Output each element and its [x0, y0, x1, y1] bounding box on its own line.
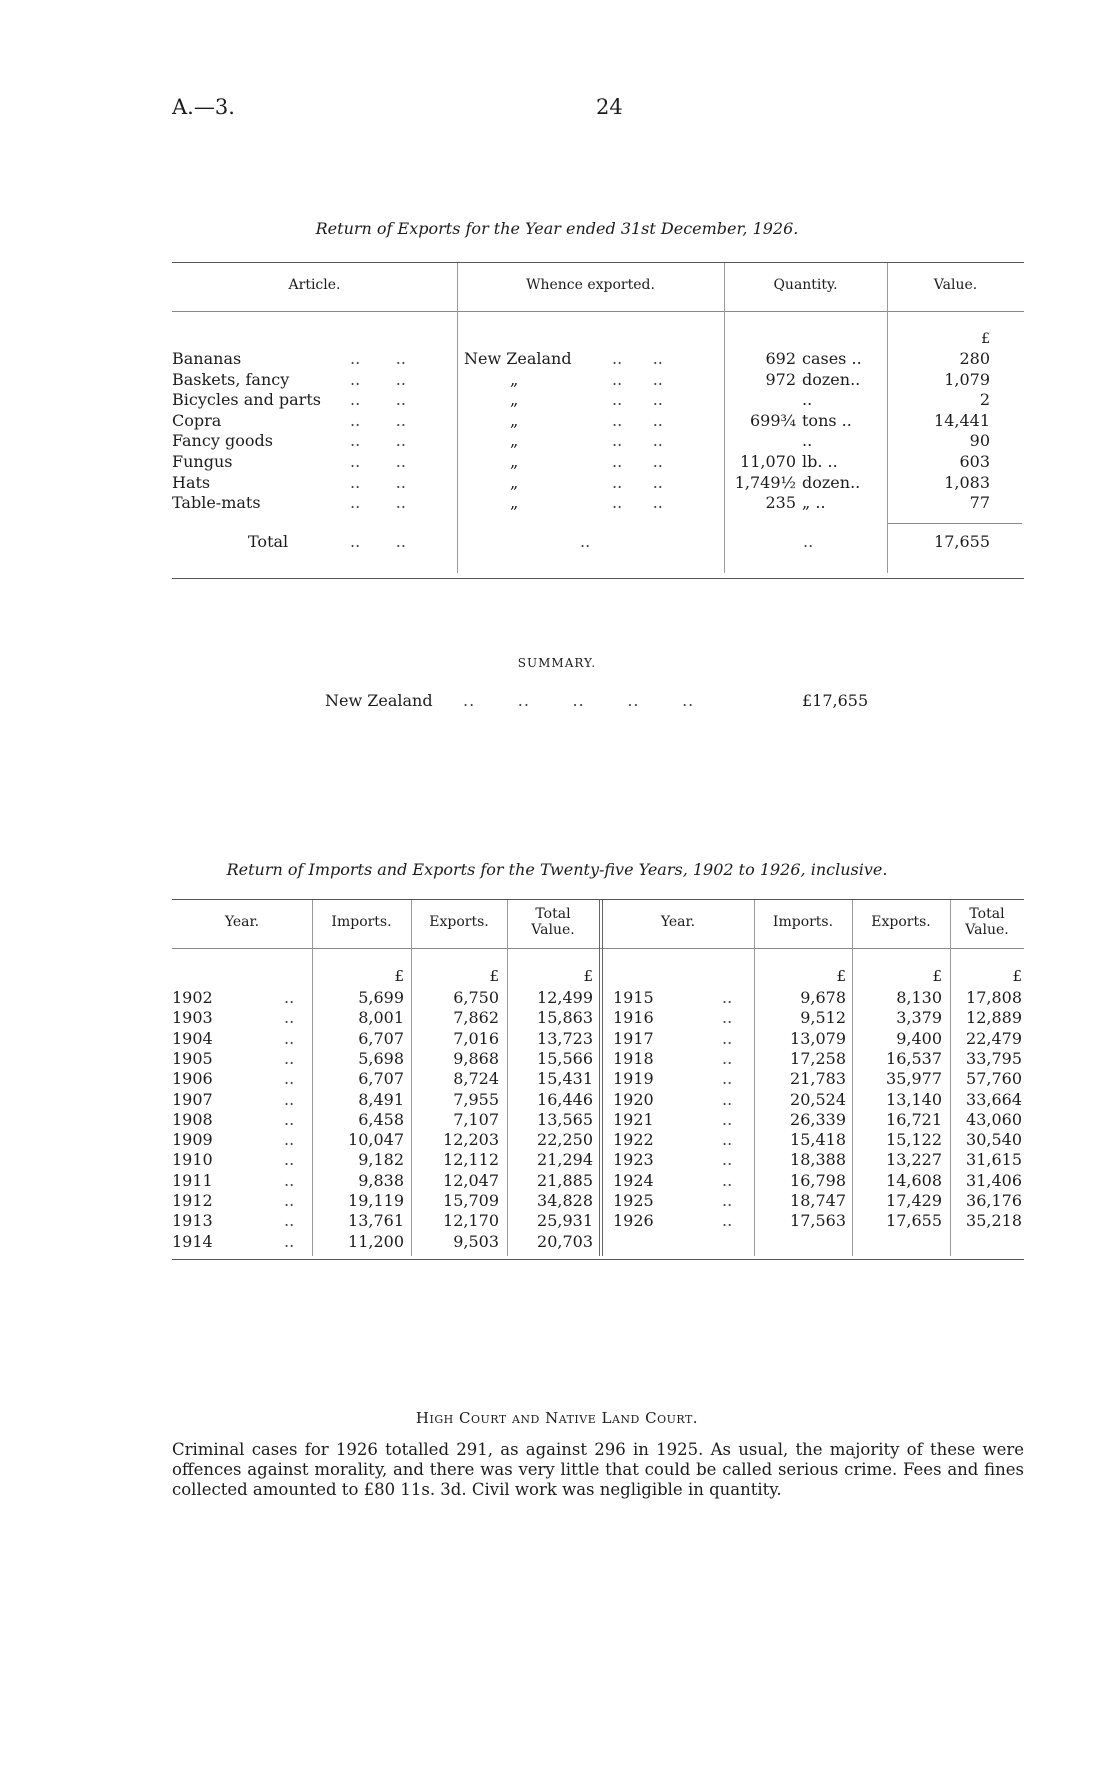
total-cell: 12,499 — [537, 988, 593, 1007]
year-cell: 1906 — [172, 1069, 213, 1088]
leader-dots: .. — [722, 988, 733, 1007]
leader-dots: .. .. — [350, 349, 406, 368]
total-cell: 15,863 — [537, 1008, 593, 1027]
year-cell: 1904 — [172, 1029, 213, 1048]
imports-cell: 9,182 — [358, 1150, 404, 1169]
quantity-unit: .. — [802, 390, 813, 409]
leader-dots: .. — [284, 1110, 295, 1129]
year-cell: 1907 — [172, 1090, 213, 1109]
whence-cell: „ — [510, 473, 519, 492]
exports-cell: 9,503 — [453, 1232, 499, 1251]
article-cell: Table-mats — [172, 493, 261, 512]
leader-dots: .. — [722, 1130, 733, 1149]
year-cell: 1916 — [613, 1008, 654, 1027]
leader-dots: .. — [722, 1049, 733, 1068]
leader-dots: .. — [284, 1232, 295, 1251]
rule — [172, 899, 1024, 900]
imports-cell: 6,707 — [358, 1029, 404, 1048]
exports-cell: 14,608 — [886, 1171, 942, 1190]
exports-cell: 7,955 — [453, 1090, 499, 1109]
quantity-number: 235 — [765, 493, 796, 512]
currency-symbol: £ — [932, 967, 942, 985]
col-header-exports-left: Exports. — [429, 914, 489, 930]
leader-dots: .. — [722, 1150, 733, 1169]
leader-dots: .. — [722, 1029, 733, 1048]
year-cell: 1908 — [172, 1110, 213, 1129]
exports-cell: 17,429 — [886, 1191, 942, 1210]
year-cell: 1919 — [613, 1069, 654, 1088]
exports-cell: 13,227 — [886, 1150, 942, 1169]
col-header-whence: Whence exported. — [526, 277, 655, 293]
leader-dots: .. — [722, 1191, 733, 1210]
year-cell: 1914 — [172, 1232, 213, 1251]
leader-dots: .. — [284, 1171, 295, 1190]
exports-cell: 12,170 — [443, 1211, 499, 1230]
quantity-unit: dozen.. — [802, 370, 861, 389]
total-cell: 20,703 — [537, 1232, 593, 1251]
rule — [888, 523, 1022, 524]
total-cell: 31,615 — [966, 1150, 1022, 1169]
leader-dots: .. — [722, 1171, 733, 1190]
quantity-unit: „ .. — [802, 493, 826, 512]
value-cell: 90 — [969, 431, 990, 450]
exports-cell: 8,724 — [453, 1069, 499, 1088]
exports-cell: 7,107 — [453, 1110, 499, 1129]
col-header-total-line1: Total — [535, 906, 571, 922]
year-cell: 1911 — [172, 1171, 213, 1190]
total-cell: 33,795 — [966, 1049, 1022, 1068]
leader-dots: .. — [284, 1049, 295, 1068]
imports-cell: 10,047 — [348, 1130, 404, 1149]
col-header-total-line2: Value. — [965, 922, 1009, 938]
exports-cell: 7,016 — [453, 1029, 499, 1048]
leader-dots: .. — [284, 1130, 295, 1149]
column-divider — [599, 900, 600, 1256]
total-cell: 36,176 — [966, 1191, 1022, 1210]
rule — [172, 262, 1024, 263]
imports-cell: 11,200 — [348, 1232, 404, 1251]
exports-cell: 12,047 — [443, 1171, 499, 1190]
imports-cell: 20,524 — [790, 1090, 846, 1109]
exports-cell: 17,655 — [886, 1211, 942, 1230]
total-cell: 43,060 — [966, 1110, 1022, 1129]
exports-table-title: Return of Exports for the Year ended 31st December, 1926. — [315, 219, 799, 238]
whence-cell: „ — [510, 411, 519, 430]
exports-cell: 16,721 — [886, 1110, 942, 1129]
whence-cell: „ — [510, 370, 519, 389]
exports-cell: 35,977 — [886, 1069, 942, 1088]
value-cell: 603 — [959, 452, 990, 471]
rule — [172, 311, 1024, 312]
currency-symbol: £ — [836, 967, 846, 985]
total-cell: 16,446 — [537, 1090, 593, 1109]
total-cell: 57,760 — [966, 1069, 1022, 1088]
currency-symbol: £ — [583, 967, 593, 985]
leader-dots: .. .. — [612, 493, 663, 512]
article-cell: Bananas — [172, 349, 242, 368]
leader-dots: .. .. — [612, 411, 663, 430]
value-cell: 14,441 — [934, 411, 990, 430]
total-cell: 34,828 — [537, 1191, 593, 1210]
quantity-number: 1,749½ — [734, 473, 796, 492]
quantity-number: 11,070 — [740, 452, 796, 471]
total-cell: 31,406 — [966, 1171, 1022, 1190]
article-cell: Baskets, fancy — [172, 370, 290, 389]
exports-cell: 7,862 — [453, 1008, 499, 1027]
column-divider — [457, 263, 458, 573]
leader-dots: .. — [284, 1150, 295, 1169]
currency-symbol: £ — [981, 331, 990, 347]
col-header-total-left — [507, 906, 599, 938]
leader-dots: .. — [284, 1029, 295, 1048]
leader-dots: .. .. — [350, 452, 406, 471]
year-cell: 1920 — [613, 1090, 654, 1109]
total-cell: 30,540 — [966, 1130, 1022, 1149]
year-cell: 1925 — [613, 1191, 654, 1210]
year-cell: 1909 — [172, 1130, 213, 1149]
article-cell: Fancy goods — [172, 431, 273, 450]
total-cell: 25,931 — [537, 1211, 593, 1230]
total-value: 17,655 — [934, 532, 990, 551]
year-cell: 1905 — [172, 1049, 213, 1068]
currency-symbol: £ — [1012, 967, 1022, 985]
value-cell: 1,083 — [944, 473, 990, 492]
page-ref: A.—3. — [172, 95, 235, 119]
col-header-quantity: Quantity. — [773, 277, 838, 293]
leader-dots: .. — [284, 1211, 295, 1230]
year-cell: 1922 — [613, 1130, 654, 1149]
col-header-year-right: Year. — [660, 914, 696, 930]
leader-dots: .. .. — [350, 431, 406, 450]
total-cell: 17,808 — [966, 988, 1022, 1007]
imports-cell: 8,491 — [358, 1090, 404, 1109]
imports-cell: 13,761 — [348, 1211, 404, 1230]
imports-cell: 17,563 — [790, 1211, 846, 1230]
leader-dots: .. .. — [350, 473, 406, 492]
leader-dots: .. .. — [612, 452, 663, 471]
leader-dots: .. .. — [612, 370, 663, 389]
exports-cell: 6,750 — [453, 988, 499, 1007]
leader-dots: .. .. — [350, 390, 406, 409]
column-divider — [602, 900, 603, 1256]
total-label: Total — [248, 532, 289, 551]
currency-symbol: £ — [489, 967, 499, 985]
exports-cell: 9,400 — [896, 1029, 942, 1048]
imports-cell: 8,001 — [358, 1008, 404, 1027]
year-cell: 1910 — [172, 1150, 213, 1169]
col-header-total-right — [950, 906, 1024, 938]
imports-cell: 17,258 — [790, 1049, 846, 1068]
page-number: 24 — [596, 95, 623, 119]
imports-cell: 18,388 — [790, 1150, 846, 1169]
value-cell: 1,079 — [944, 370, 990, 389]
col-header-article: Article. — [288, 277, 341, 293]
total-cell: 21,294 — [537, 1150, 593, 1169]
exports-cell: 15,709 — [443, 1191, 499, 1210]
imports-cell: 9,678 — [800, 988, 846, 1007]
rule — [172, 1259, 1024, 1260]
imports-cell: 5,699 — [358, 988, 404, 1007]
imports-cell: 6,458 — [358, 1110, 404, 1129]
rule — [172, 578, 1024, 579]
total-cell: 35,218 — [966, 1211, 1022, 1230]
col-header-total-line1: Total — [969, 906, 1005, 922]
exports-cell: 15,122 — [886, 1130, 942, 1149]
leader-dots: .. — [803, 532, 814, 551]
whence-cell: „ — [510, 431, 519, 450]
total-cell: 33,664 — [966, 1090, 1022, 1109]
imports-cell: 9,838 — [358, 1171, 404, 1190]
year-cell: 1926 — [613, 1211, 654, 1230]
quantity-unit: .. — [802, 431, 813, 450]
total-cell: 12,889 — [966, 1008, 1022, 1027]
leader-dots: .. — [722, 1069, 733, 1088]
leader-dots: .. .. — [612, 349, 663, 368]
summary-value: £17,655 — [802, 691, 869, 710]
leader-dots: .. .. — [350, 411, 406, 430]
whence-cell: „ — [510, 390, 519, 409]
leader-dots: .. — [284, 1069, 295, 1088]
leader-dots: .. .. — [612, 390, 663, 409]
article-cell: Copra — [172, 411, 222, 430]
year-cell: 1915 — [613, 988, 654, 1007]
exports-cell: 12,112 — [443, 1150, 499, 1169]
total-cell: 15,431 — [537, 1069, 593, 1088]
quantity-unit: tons .. — [802, 411, 852, 430]
col-header-year-left: Year. — [224, 914, 260, 930]
value-cell: 77 — [969, 493, 990, 512]
total-cell: 22,250 — [537, 1130, 593, 1149]
quantity-unit: dozen.. — [802, 473, 861, 492]
leader-dots: .. — [722, 1008, 733, 1027]
imports-cell: 21,783 — [790, 1069, 846, 1088]
exports-cell: 12,203 — [443, 1130, 499, 1149]
exports-cell: 8,130 — [896, 988, 942, 1007]
imports-cell: 13,079 — [790, 1029, 846, 1048]
leader-dots: .. — [722, 1090, 733, 1109]
leader-dots: .. .. — [612, 473, 663, 492]
imports-cell: 15,418 — [790, 1130, 846, 1149]
exports-cell: 16,537 — [886, 1049, 942, 1068]
quantity-unit: cases .. — [802, 349, 862, 368]
court-paragraph: Criminal cases for 1926 totalled 291, as against 296 in 1925. As usual, the majority of these were offences against morality, and there was very little that could be called serious crime. Fees and fines collected amounted to £80 11s. 3d. Civil work was negligible in quantity. — [172, 1440, 1024, 1499]
quantity-number: 699¾ — [749, 411, 796, 430]
year-cell: 1924 — [613, 1171, 654, 1190]
value-cell: 280 — [959, 349, 990, 368]
imports-cell: 6,707 — [358, 1069, 404, 1088]
total-cell: 21,885 — [537, 1171, 593, 1190]
leader-dots: .. .. — [612, 431, 663, 450]
article-cell: Hats — [172, 473, 211, 492]
article-cell: Fungus — [172, 452, 233, 471]
leader-dots: .. — [284, 1090, 295, 1109]
quantity-unit: lb. .. — [802, 452, 838, 471]
imports-cell: 9,512 — [800, 1008, 846, 1027]
col-header-value: Value. — [933, 277, 978, 293]
leader-dots: .. — [284, 1191, 295, 1210]
currency-symbol: £ — [394, 967, 404, 985]
total-cell: 22,479 — [966, 1029, 1022, 1048]
column-divider — [724, 263, 725, 573]
total-cell: 13,565 — [537, 1110, 593, 1129]
leader-dots: .. — [580, 532, 591, 551]
article-cell: Bicycles and parts — [172, 390, 321, 409]
column-divider — [887, 263, 888, 573]
whence-cell: „ — [510, 493, 519, 512]
imports-cell: 5,698 — [358, 1049, 404, 1068]
year-cell: 1917 — [613, 1029, 654, 1048]
leader-dots: .. .. — [350, 370, 406, 389]
summary-title: SUMMARY. — [517, 656, 597, 670]
year-cell: 1902 — [172, 988, 213, 1007]
quantity-number: 692 — [765, 349, 796, 368]
value-cell: 2 — [979, 390, 990, 409]
exports-cell: 9,868 — [453, 1049, 499, 1068]
col-header-imports-right: Imports. — [772, 914, 834, 930]
leader-dots: .. .. .. .. .. — [463, 691, 695, 710]
col-header-imports-left: Imports. — [331, 914, 392, 930]
col-header-total-line2: Value. — [531, 922, 575, 938]
exports-cell: 3,379 — [896, 1008, 942, 1027]
leader-dots: .. — [284, 1008, 295, 1027]
imports-cell: 16,798 — [790, 1171, 846, 1190]
leader-dots: .. — [722, 1211, 733, 1230]
year-cell: 1903 — [172, 1008, 213, 1027]
year-cell: 1912 — [172, 1191, 213, 1210]
leader-dots: .. .. — [350, 532, 406, 551]
whence-cell: „ — [510, 452, 519, 471]
quantity-number: 972 — [765, 370, 796, 389]
leader-dots: .. — [722, 1110, 733, 1129]
exports-cell: 13,140 — [886, 1090, 942, 1109]
year-cell: 1923 — [613, 1150, 654, 1169]
imports-cell: 19,119 — [348, 1191, 404, 1210]
year-cell: 1913 — [172, 1211, 213, 1230]
summary-label: New Zealand — [325, 691, 433, 710]
total-cell: 13,723 — [537, 1029, 593, 1048]
rule — [172, 948, 1024, 949]
imports-exports-table-title: Return of Imports and Exports for the Twenty-five Years, 1902 to 1926, inclusive. — [226, 860, 888, 879]
col-header-exports-right: Exports. — [871, 914, 931, 930]
whence-cell: New Zealand — [464, 349, 572, 368]
court-section-title: High Court and Native Land Court. — [415, 1409, 699, 1427]
leader-dots: .. .. — [350, 493, 406, 512]
leader-dots: .. — [284, 988, 295, 1007]
imports-cell: 26,339 — [790, 1110, 846, 1129]
total-cell: 15,566 — [537, 1049, 593, 1068]
imports-cell: 18,747 — [790, 1191, 846, 1210]
year-cell: 1918 — [613, 1049, 654, 1068]
year-cell: 1921 — [613, 1110, 654, 1129]
